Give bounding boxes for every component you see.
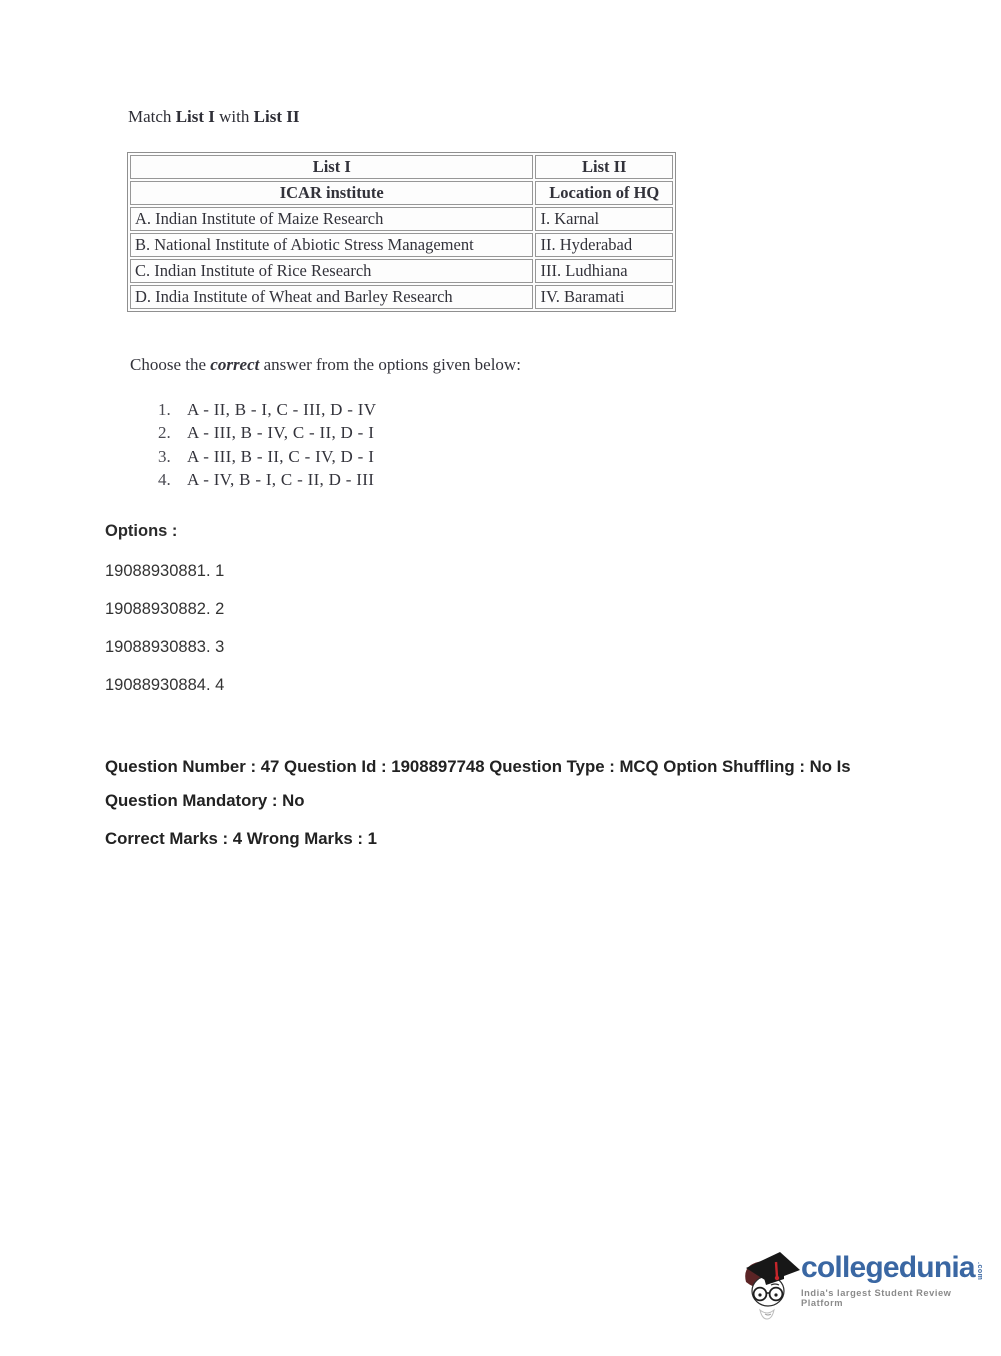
answer-combination-4 bbox=[158, 468, 376, 491]
list2-subheader: Location of HQ bbox=[535, 181, 673, 205]
answer-text: A - III, B - IV, C - II, D - I bbox=[187, 423, 375, 443]
list1-subheader: ICAR institute bbox=[130, 181, 533, 205]
option-id-1: 19088930881. 1 bbox=[105, 562, 225, 580]
answer-text: A - II, B - I, C - III, D - IV bbox=[187, 400, 377, 419]
list2-cell-iv: IV. Baramati bbox=[535, 285, 673, 309]
metadata-line-1: Question Number : 47 Question Id : 1908897748 Question Type : MCQ Option Shuffling : No Is bbox=[105, 757, 851, 776]
answer-text: A - III, B - II, C - IV, D - I bbox=[187, 446, 375, 466]
table-subheader-row bbox=[130, 181, 673, 205]
option-id-2: 19088930882. 2 bbox=[105, 600, 225, 618]
mascot-icon bbox=[738, 1248, 802, 1322]
brand-name: collegedunia bbox=[801, 1251, 975, 1284]
choose-prefix: Choose the bbox=[130, 355, 211, 374]
choose-emphasis: correct bbox=[210, 355, 260, 374]
answer-text: A - IV, B - I, C - II, D - III bbox=[187, 470, 375, 490]
table-row bbox=[130, 259, 673, 283]
heading-list1: List I bbox=[175, 107, 215, 126]
list1-cell-a: A. Indian Institute of Maize Research bbox=[130, 207, 533, 231]
table-row bbox=[130, 207, 673, 231]
heading-with: with bbox=[214, 107, 254, 126]
choose-suffix: answer from the options given below: bbox=[259, 355, 521, 374]
question-metadata bbox=[105, 758, 975, 847]
metadata-line-2: Question Mandatory : No bbox=[105, 791, 305, 810]
options-label: Options : bbox=[105, 522, 178, 540]
heading-list2: List II bbox=[253, 107, 300, 126]
list2-cell-i: I. Karnal bbox=[535, 207, 673, 231]
table-row bbox=[130, 285, 673, 309]
list1-cell-d: D. India Institute of Wheat and Barley Research bbox=[130, 285, 533, 309]
question-heading bbox=[128, 107, 299, 127]
heading-text: Match bbox=[128, 107, 176, 126]
collegedunia-logo bbox=[738, 1246, 983, 1324]
choose-instruction bbox=[130, 355, 521, 375]
list2-cell-iii: III. Ludhiana bbox=[535, 259, 673, 283]
answer-number: 1. bbox=[158, 400, 171, 419]
option-id-3: 19088930883. 3 bbox=[105, 638, 225, 656]
table-row bbox=[130, 233, 673, 257]
list1-cell-b: B. National Institute of Abiotic Stress Management bbox=[130, 233, 533, 257]
answer-combination-3 bbox=[158, 445, 376, 468]
answer-combination-1 bbox=[158, 398, 376, 421]
metadata-line-3: Correct Marks : 4 Wrong Marks : 1 bbox=[105, 829, 377, 848]
answer-combination-list bbox=[158, 398, 376, 492]
answer-combination-2 bbox=[158, 421, 376, 444]
list2-cell-ii: II. Hyderabad bbox=[535, 233, 673, 257]
answer-number: 3. bbox=[158, 446, 171, 466]
list1-cell-c: C. Indian Institute of Rice Research bbox=[130, 259, 533, 283]
match-list-table bbox=[127, 152, 676, 312]
list1-header: List I bbox=[130, 155, 533, 179]
brand-tagline: India's largest Student Review Platform bbox=[801, 1288, 952, 1308]
table-header-row bbox=[130, 155, 673, 179]
brand-suffix: .com bbox=[975, 1262, 983, 1281]
option-id-4: 19088930884. 4 bbox=[105, 676, 225, 694]
list2-header: List II bbox=[535, 155, 673, 179]
options-section bbox=[105, 522, 224, 715]
answer-number: 2. bbox=[158, 423, 171, 443]
answer-number: 4. bbox=[158, 470, 171, 490]
